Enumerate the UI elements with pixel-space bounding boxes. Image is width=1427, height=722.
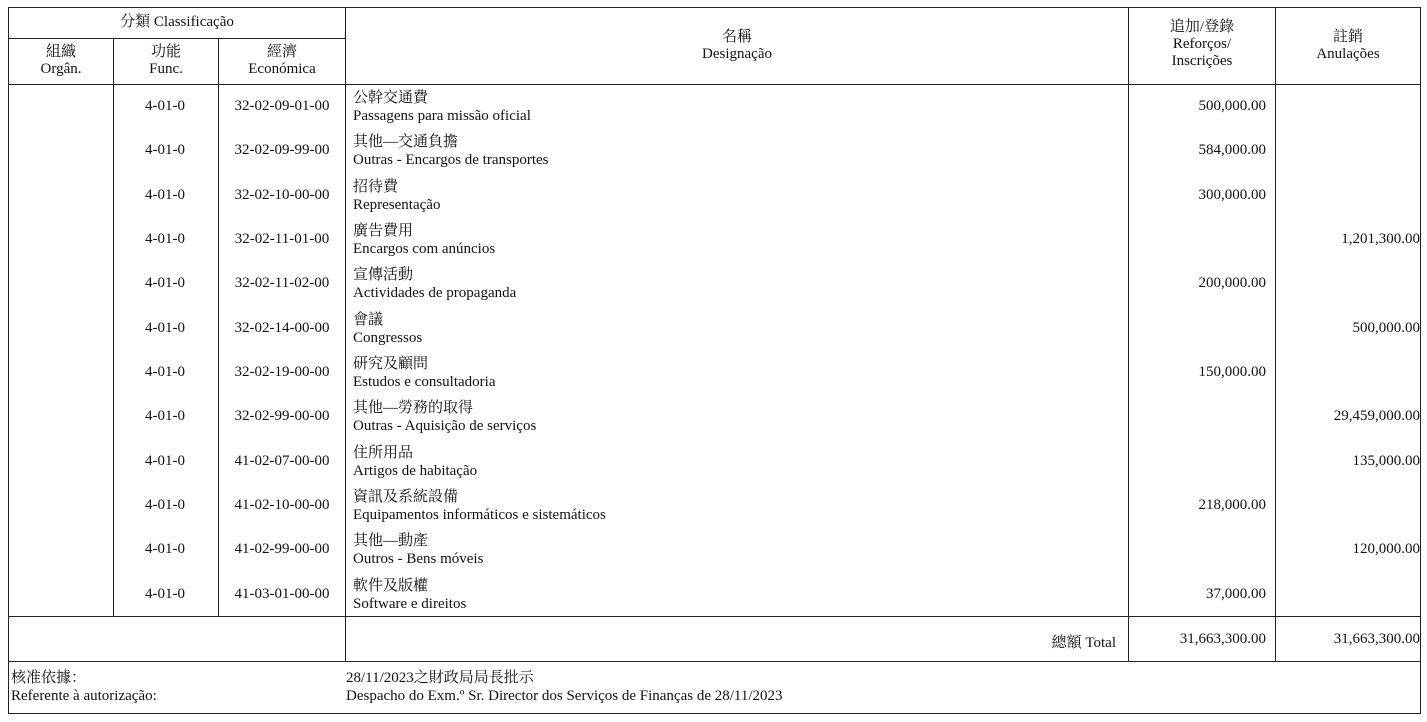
designation (353, 222, 495, 258)
econ-code: 32-02-11-02-00 (234, 275, 330, 292)
designation-zh: 軟件及版權 (353, 577, 429, 594)
designation-pt: Actividades de propaganda (353, 285, 517, 302)
designation-pt: Encargos com anúncios (353, 240, 496, 257)
anulacao-amount: 1,201,300.00 (1341, 230, 1420, 247)
total-reforcos: 31,663,300.00 (1179, 631, 1266, 647)
total-label: 總額 Total (1051, 635, 1116, 651)
table-row (9, 218, 1420, 262)
func-code: 4-01-0 (145, 496, 185, 513)
func-code: 4-01-0 (145, 541, 185, 558)
func-code: 4-01-0 (145, 585, 185, 602)
func-code: 4-01-0 (145, 363, 185, 380)
func-code: 4-01-0 (145, 408, 185, 425)
econ-code: 32-02-10-00-00 (234, 186, 330, 203)
header-organ (9, 44, 113, 78)
designation-zh: 其他—交通負擔 (353, 134, 459, 151)
anulacao-amount: 500,000.00 (1352, 319, 1420, 336)
reforco-amount: 37,000.00 (1206, 585, 1266, 602)
designation (353, 355, 495, 391)
designation-pt: Outras - Encargos de transportes (353, 152, 549, 169)
designation-zh: 住所用品 (353, 444, 414, 461)
authorization-label (11, 669, 157, 705)
func-code: 4-01-0 (145, 452, 185, 469)
designation-zh: 公幹交通費 (353, 90, 429, 106)
designation-pt: Estudos e consultadoria (353, 373, 496, 390)
func-code: 4-01-0 (145, 142, 185, 159)
econ-code: 41-02-10-00-00 (234, 496, 330, 513)
total-anulacoes: 31,663,300.00 (1333, 631, 1420, 647)
designation-pt: Outros - Bens móveis (353, 551, 484, 568)
econ-code: 32-02-99-00-00 (234, 408, 330, 425)
header-anulacoes-zh: 註銷 (1332, 29, 1363, 45)
header-reforcos (1129, 19, 1275, 70)
header-econ (219, 44, 345, 78)
reforco-amount: 584,000.00 (1198, 142, 1266, 159)
table-row (9, 528, 1420, 572)
header-anulacoes (1276, 29, 1420, 63)
header-classificacao: 分類 Classificação (120, 14, 234, 30)
header-econ-zh: 經濟 (266, 44, 297, 60)
designation-pt: Congressos (353, 329, 423, 346)
designation-pt: Outras - Aquisição de serviços (353, 418, 537, 435)
table-row (9, 307, 1420, 351)
func-code: 4-01-0 (145, 186, 185, 203)
econ-code: 41-02-07-00-00 (234, 452, 330, 469)
header-func-zh: 功能 (150, 44, 181, 60)
table-row (9, 351, 1420, 395)
econ-code: 41-02-99-00-00 (234, 541, 330, 558)
anulacao-amount: 135,000.00 (1352, 452, 1420, 469)
designation-pt: Representação (353, 196, 441, 213)
designation (353, 488, 606, 524)
header-econ-pt: Económica (248, 61, 316, 77)
designation (353, 577, 466, 613)
econ-code: 32-02-09-01-00 (234, 98, 330, 114)
table-row (9, 262, 1420, 306)
authorization-label-pt: Referente à autorização: (11, 688, 157, 704)
designation (353, 399, 536, 435)
designation-zh: 會議 (353, 311, 384, 328)
budget-table (8, 7, 1421, 714)
header-reforcos-pt1: Reforços/ (1172, 36, 1232, 52)
designation-zh: 其他—動產 (353, 533, 429, 550)
designation-pt: Passagens para missão oficial (353, 108, 531, 124)
table-row (9, 85, 1420, 129)
designation-zh: 招待費 (353, 178, 399, 195)
reforco-amount: 200,000.00 (1198, 275, 1266, 292)
designation (353, 133, 549, 169)
econ-code: 32-02-11-01-00 (234, 230, 330, 247)
header-designacao-pt: Designação (702, 46, 772, 62)
func-code: 4-01-0 (145, 275, 185, 292)
designation (353, 311, 422, 347)
func-code: 4-01-0 (145, 230, 185, 247)
designation-zh: 廣告費用 (353, 222, 414, 239)
table-row (9, 129, 1420, 173)
designation (353, 532, 483, 568)
anulacao-amount: 120,000.00 (1352, 541, 1420, 558)
designation-zh: 宣傳活動 (353, 267, 414, 284)
designation (353, 266, 516, 302)
table-row (9, 174, 1420, 218)
reforco-amount: 150,000.00 (1198, 363, 1266, 380)
designation (353, 444, 477, 480)
header-designacao-zh: 名稱 (721, 29, 752, 45)
econ-code: 32-02-09-99-00 (234, 142, 330, 159)
table-row (9, 395, 1420, 439)
designation-zh: 研究及顧問 (353, 355, 429, 372)
reforco-amount: 300,000.00 (1198, 186, 1266, 203)
header-anulacoes-pt: Anulações (1316, 46, 1380, 62)
authorization-value-zh: 28/11/2023之財政局局長批示 (346, 670, 534, 686)
designation (353, 89, 531, 125)
designation-pt: Equipamentos informáticos e sistemáticos (353, 506, 606, 523)
reforco-amount: 218,000.00 (1198, 496, 1266, 513)
header-func-pt: Func. (149, 61, 183, 77)
header-organ-pt: Orgân. (40, 61, 82, 77)
func-code: 4-01-0 (145, 98, 185, 114)
table-row (9, 573, 1420, 617)
header-reforcos-pt2: Inscrições (1171, 53, 1233, 69)
econ-code: 41-03-01-00-00 (234, 585, 330, 602)
designation-pt: Software e direitos (353, 595, 467, 612)
header-designacao (346, 29, 1128, 63)
table-row (9, 440, 1420, 484)
designation (353, 178, 440, 214)
designation-pt: Artigos de habitação (353, 462, 478, 479)
authorization-value-pt: Despacho do Exm.º Sr. Director dos Serviços de Finanças de 28/11/2023 (346, 688, 783, 704)
authorization-label-zh: 核准依據： (11, 670, 87, 686)
econ-code: 32-02-14-00-00 (234, 319, 330, 336)
header-reforcos-zh: 追加/登錄 (1169, 19, 1235, 35)
designation-zh: 其他—勞務的取得 (353, 400, 474, 417)
authorization-value (346, 669, 783, 705)
anulacao-amount: 29,459,000.00 (1333, 408, 1420, 425)
econ-code: 32-02-19-00-00 (234, 363, 330, 380)
header-organ-zh: 組織 (45, 44, 76, 60)
header-func (114, 44, 218, 78)
designation-zh: 資訊及系統設備 (353, 488, 459, 505)
func-code: 4-01-0 (145, 319, 185, 336)
reforco-amount: 500,000.00 (1198, 98, 1266, 114)
table-row (9, 484, 1420, 528)
